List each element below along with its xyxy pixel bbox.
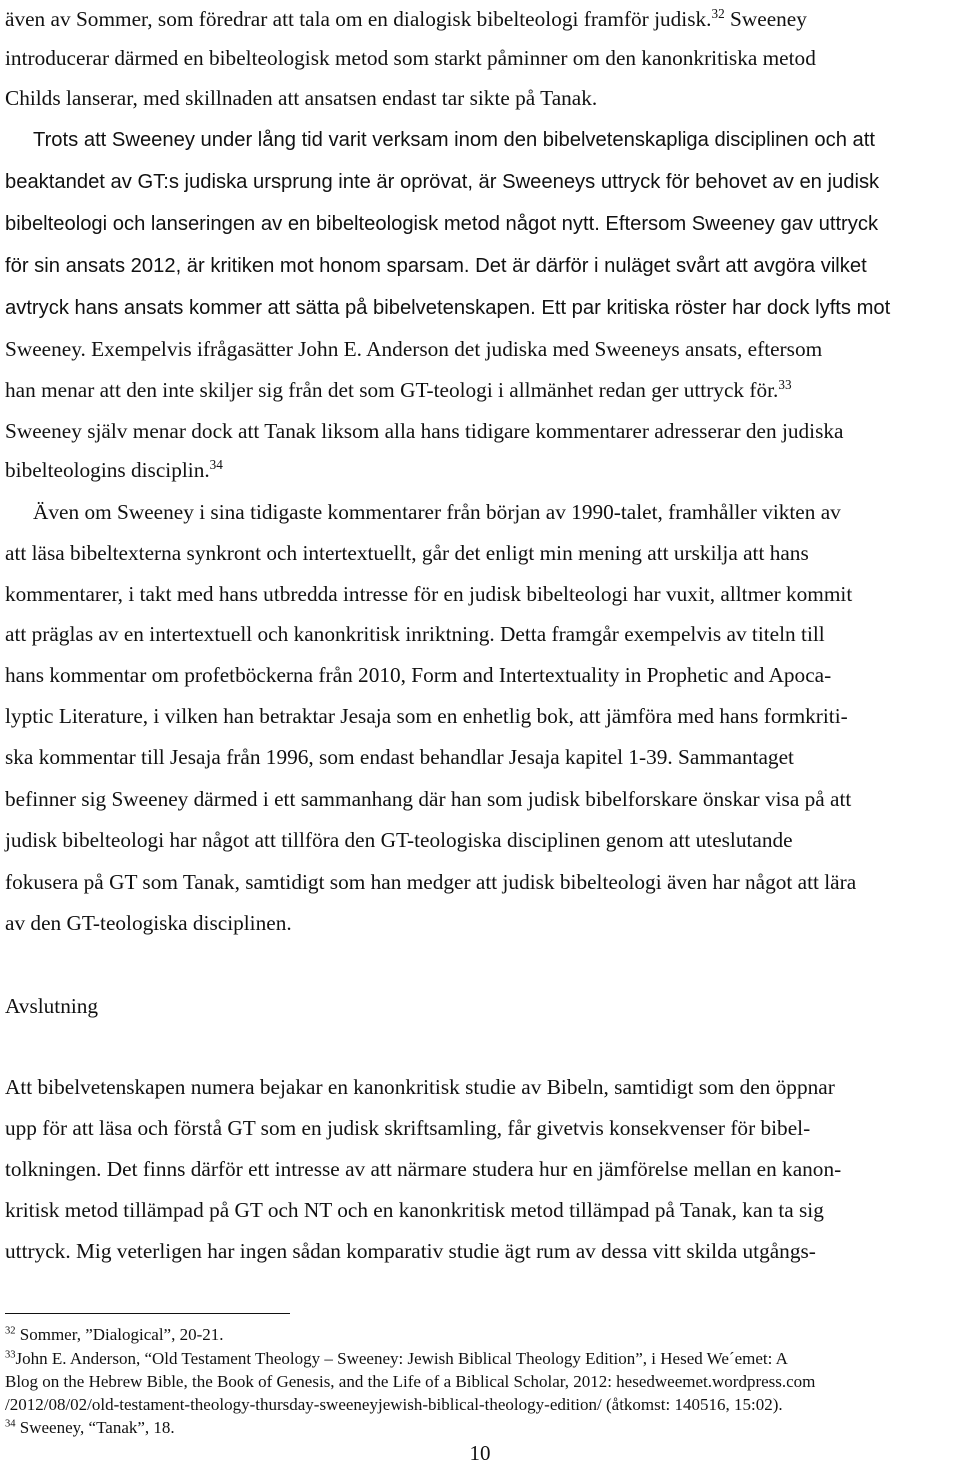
text-line: judisk bibelteologi har något att tillföra den GT-teologiska disciplinen genom att uteslutande: [5, 828, 793, 852]
text-line: bibelteologi och lanseringen av en bibelteologisk metod något nytt. Eftersom Sweeney gav uttryck: [5, 213, 879, 235]
footnote-ref: 33: [778, 376, 792, 392]
text-line: Trots att Sweeney under lång tid varit verksam inom den bibelvetenskapliga disciplinen och att: [33, 129, 875, 151]
text-line: introducerar därmed en bibelteologisk metod som starkt påminner om den kanonkritiska metod: [5, 46, 816, 70]
text-line: fokusera på GT som Tanak, samtidigt som han medger att judisk bibelteologi även har något att lära: [5, 870, 857, 894]
text-line: han menar att den inte skiljer sig från det som GT-teologi i allmänhet redan ger uttryck för.$^{33}$: [5, 376, 792, 402]
text-line: bibelteologins disciplin.$^{34}$: [5, 456, 223, 482]
footnote-continuation: /2012/08/02/old-testament-theology-thursday-sweeneyjewish-biblical-theology-edition/ (åtkomst: 140516, 15:02).: [5, 1395, 783, 1414]
text-line: hans kommentar om profetböckerna från 2010, Form and Intertextuality in Prophetic and Apoca-: [5, 663, 832, 687]
text-line: att läsa bibeltexterna synkront och intertextuellt, går det enligt min mening att urskilja att hans: [5, 541, 809, 565]
text-line: befinner sig Sweeney därmed i ett sammanhang där han som judisk bibelforskare önskar visa på att: [5, 787, 852, 811]
footnote-ref: 34: [209, 456, 223, 472]
text-line: avtryck hans ansats kommer att sätta på bibelvetenskapen. Ett par kritiska röster har dock lyfts mot: [5, 297, 891, 319]
text-line: ska kommentar till Jesaja från 1996, som endast behandlar Jesaja kapitel 1-39. Sammantaget: [5, 745, 794, 769]
text-line: att präglas av en intertextuell och kanonkritisk inriktning. Detta framgår exempelvis av titeln till: [5, 622, 825, 646]
text-line: kritisk metod tillämpad på GT och NT och en kanonkritisk metod tillämpad på Tanak, kan ta sig: [5, 1198, 824, 1222]
page-number: 10: [469, 1441, 491, 1465]
footnote: $^{33}$John E. Anderson, “Old Testament Theology – Sweeney: Jewish Biblical Theology Edition”, i Hesed We´emet: A: [5, 1349, 788, 1368]
text-line: Att bibelvetenskapen numera bejakar en kanonkritisk studie av Bibeln, samtidigt som den öppnar: [5, 1075, 835, 1099]
footnote-continuation: Blog on the Hebrew Bible, the Book of Genesis, and the Life of a Biblical Scholar, 2012: hesedweemet.wordpress.com: [5, 1372, 816, 1391]
text-line: Sweeney själv menar dock att Tanak liksom alla hans tidigare kommentarer adresserar den judiska: [5, 419, 844, 443]
text-line: upp för att läsa och förstå GT som en judisk skriftsamling, får givetvis konsekvenser för bibel-: [5, 1116, 811, 1140]
text-line: av den GT-teologiska disciplinen.: [5, 911, 292, 935]
section-heading: Avslutning: [5, 994, 99, 1018]
text-line: tolkningen. Det finns därför ett intresse av att närmare studera hur en jämförelse mellan en kanon-: [5, 1157, 842, 1181]
footnote-separator: [5, 1313, 290, 1314]
text-line: uttryck. Mig veterligen har ingen sådan komparativ studie ägt rum av dessa vitt skilda utgångs-: [5, 1239, 816, 1263]
text-line: beaktandet av GT:s judiska ursprung inte är oprövat, är Sweeneys uttryck för behovet av en judisk: [5, 171, 880, 193]
text-line: lyptic Literature, i vilken han betraktar Jesaja som en enhetlig bok, att jämföra med hans formkriti-: [5, 704, 848, 728]
text-line: Childs lanserar, med skillnaden att ansatsen endast tar sikte på Tanak.: [5, 86, 598, 110]
footnote-ref: 32: [711, 5, 725, 21]
text-line: Sweeney. Exempelvis ifrågasätter John E. Anderson det judiska med Sweeneys ansats, eftersom: [5, 337, 823, 361]
footnote: $^{34}$ Sweeney, “Tanak”, 18.: [5, 1418, 175, 1437]
text-line: Även om Sweeney i sina tidigaste kommentarer från början av 1990-talet, framhåller vikten av: [33, 500, 841, 524]
text-line: för sin ansats 2012, är kritiken mot honom sparsam. Det är därför i nuläget svårt att avgöra vilket: [5, 255, 867, 277]
text-line: kommentarer, i takt med hans utbredda intresse för en judisk bibelteologi har vuxit, alltmer kommit: [5, 582, 853, 606]
text-line: även av Sommer, som föredrar att tala om en dialogisk bibelteologi framför judisk.$^{32}$ Sweeney: [5, 5, 807, 31]
footnote: $^{32}$ Sommer, ”Dialogical”, 20-21.: [5, 1325, 224, 1344]
